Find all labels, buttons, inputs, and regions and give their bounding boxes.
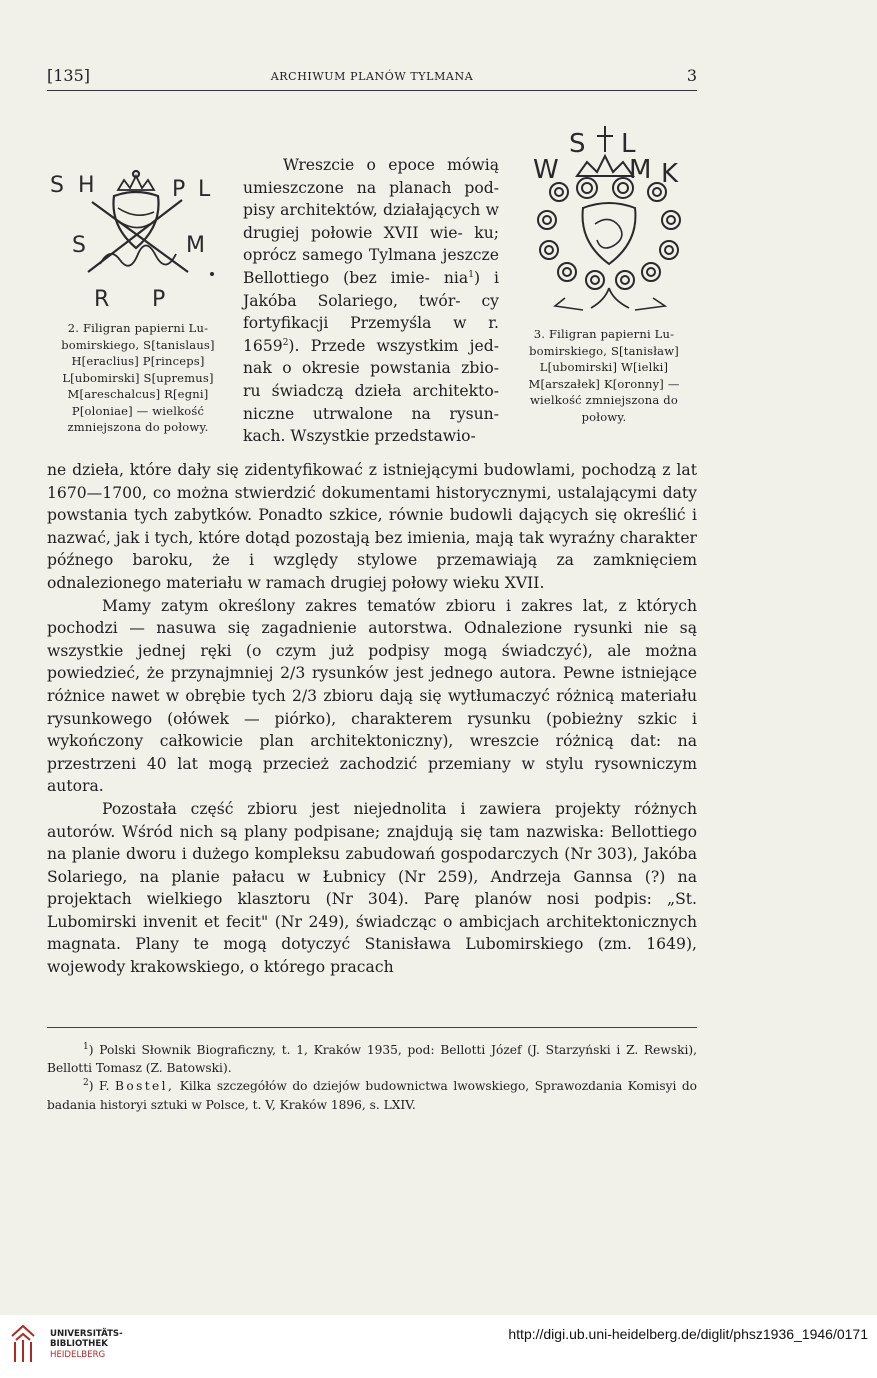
library-name: UNIVERSITÄTS- BIBLIOTHEK HEIDELBERG	[50, 1329, 123, 1360]
footnotes	[47, 1041, 697, 1114]
middle-column-text	[243, 154, 499, 448]
caption-figure-3	[508, 326, 700, 425]
caption-line: H[eraclius] P[rinceps]	[71, 354, 205, 368]
page-number: 3	[686, 66, 697, 85]
wm-letter-s2: S	[72, 233, 86, 258]
footnote-1: $^1$) Polski Słownik Biograficzny, t. 1, Kraków 1935, pod: Bellotti Józef (J. Starzyński i Z. Rewski), Bellotti Tomasz (Z. Batowski).	[47, 1041, 697, 1076]
caption-line: zmniejszona do połowy.	[67, 420, 209, 434]
paragraph-1: ne dzieła, które dały się zidentyfikować z istniejącymi budowlami, pochodzą z lat 1670—1700, co można stwierdzić dokumentami historycznymi, ustalającymi daty powstania tych zabytków. Ponadto szkice, równie budowli dających się określić i nazwać, jak i tych, które dotąd pozostają bez imienia, mają tak wyraźny charakter późnego baroku, że i względy stylowe przemawiają za zamknięciem odnalezionego materiału w ramach drugiej połowy wieku XVII.	[47, 461, 697, 592]
caption-line: M[arszałek] K[oronny] —	[528, 376, 680, 391]
wm-letter-m: M	[186, 233, 205, 258]
footnote-ref-2: 2	[282, 337, 289, 348]
fraction: 2/3	[280, 664, 306, 683]
library-logo-icon	[10, 1322, 36, 1366]
footnote-rule	[47, 1027, 697, 1028]
header-rule	[47, 90, 697, 91]
caption-line: L[ubomirski] S[upremus]	[62, 370, 214, 385]
caption-line: 3. Filigran papierni Lu-	[533, 327, 675, 341]
source-url-link[interactable]: http://digi.ub.uni-heidelberg.de/diglit/phsz1936_1946/0171	[508, 1326, 868, 1342]
footnote-author: Bostel,	[114, 1079, 175, 1094]
wm-letter-k: K	[661, 159, 679, 189]
wm-letter-s: S	[569, 129, 586, 159]
running-header	[47, 66, 697, 90]
caption-line: bomirskiego, S[tanislaus]	[61, 337, 215, 352]
caption-line: 2. Filigran papierni Lu-	[67, 321, 209, 335]
wm-letter-p1: P	[172, 177, 186, 202]
main-body-text	[47, 459, 697, 979]
wm-letter-l: L	[621, 129, 636, 159]
wm-letter-p2: P	[152, 287, 166, 312]
watermark-figure-lubomirski-sh	[48, 160, 228, 312]
paragraph-3: Pozostała część zbioru jest niejednolita i zawiera projekty różnych autorów. Wśród nich są plany podpisane; znajdują się tam nazwiska: Bellottiego na planie dworu i dużego kompleksu zabudowań gospodarczych (Nr 303), Jakóba Solariego, na planie pałacu w Łubnicy (Nr 259), Andrzeja Gannsa (?) na projektach wielkiego klasztoru (Nr 304). Parę planów nosi podpis: „St. Lubomirski invenit et fecit" (Nr 249), świadcząc o ambicjach architektonicznych magnata. Plany te mogą dotyczyć Stanisława Lubomirskiego (zm. 1649), wojewody krakowskiego, o którego pracach	[47, 799, 697, 977]
caption-line: bomirskiego, S[tanisław]	[529, 343, 679, 358]
wm-letter-h: H	[78, 173, 95, 198]
column-paragraph: Wreszcie o epoce mówią umieszczone na planach pod- pisy architektów, działających w drugiej połowie XVII wie- ku; oprócz samego Tylmana jeszcze Bellottiego (bez imie- nia$^1$) i Jakóba Solariego, twór- cy fortyfikacji Przemyśla w r. 1659$^2$). Przede wszystkim jed- nak o okresie powstania zbio- ru świadczą dzieła architekto- niczne utrwalone na rysun- kach. Wszystkie przedstawio-	[243, 156, 499, 446]
caption-figure-2	[44, 320, 232, 436]
wm-letter-m: M	[629, 155, 652, 185]
wm-letter-r: R	[94, 287, 110, 312]
caption-line: połowy.	[581, 409, 627, 424]
digitization-footer	[0, 1315, 877, 1378]
paragraph-2: Mamy zatym określony zakres tematów zbioru i zakres lat, z których pochodzi — nasuwa się zagadnienie autorstwa. Odnalezione rysunki nie są wszystkie jednej ręki (o czym już podpisy mogą świadczyć), ale można powiedzieć, że przynajmniej 2/3 rysunków jest jednego autora. Pewne istniejące różnice nawet w obrębie tych 2/3 zbioru dają się wytłumaczyć różnicą materiału rysunkowego (ołówek — piórko), charakterem rysunku (pobieżny szkic i wykończony całkowicie plan architektoniczny), wreszcie różnicą dat: na przestrzeni 40 lat mogą przecież zachodzić przemiany w stylu rysowniczym autora.	[47, 596, 698, 796]
wm-letter-l: L	[198, 177, 211, 202]
wm-letter-w: W	[533, 155, 559, 185]
wm-letter-s1: S	[50, 173, 64, 198]
watermark-figure-lubomirski-sl	[525, 112, 697, 317]
footnote-ref-1: 1	[468, 269, 474, 280]
page-bracket-number: [135]	[47, 66, 91, 85]
caption-line: L[ubomirski] W[ielki]	[539, 360, 669, 374]
fraction: 2/3	[291, 686, 318, 705]
caption-line: wielkość zmniejszona do	[529, 393, 678, 407]
caption-line: M[areschalcus] R[egni]	[67, 387, 209, 401]
running-title: ARCHIWUM PLANÓW TYLMANA	[270, 70, 474, 83]
footnote-2: $^2$) F. Bostel, Kilka szczegółów do dziejów budownictwa lwowskiego, Sprawozdania Komisyi do badania historyi sztuki w Polsce, t. V, Kraków 1896, s. LXIV.	[47, 1078, 698, 1112]
caption-line: P[oloniae] — wielkość	[71, 403, 205, 418]
